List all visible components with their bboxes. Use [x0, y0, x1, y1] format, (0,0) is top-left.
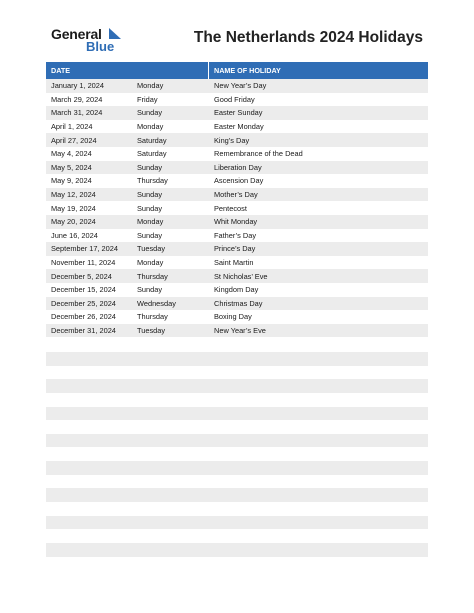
table-row: [46, 229, 428, 243]
table-row: [46, 120, 428, 134]
empty-row: [46, 516, 428, 530]
day-cell: Wednesday: [137, 298, 176, 308]
table-row: [46, 310, 428, 324]
day-cell: Sunday: [137, 203, 163, 213]
table-row: [46, 93, 428, 107]
table-row: [46, 174, 428, 188]
table-row: [46, 201, 428, 215]
date-cell: March 31, 2024: [51, 108, 103, 118]
empty-row: [46, 407, 428, 421]
holiday-name-cell: Remembrance of the Dead: [214, 149, 303, 159]
empty-rows: [46, 352, 428, 570]
day-cell: Sunday: [137, 108, 163, 118]
holiday-table: [46, 62, 428, 337]
empty-row: [46, 461, 428, 475]
empty-row: [46, 379, 428, 393]
table-header: [46, 62, 428, 79]
holiday-name-cell: Prince’s Day: [214, 244, 256, 254]
table-row: [46, 269, 428, 283]
day-cell: Saturday: [137, 149, 167, 159]
date-cell: December 5, 2024: [51, 271, 112, 281]
date-cell: December 26, 2024: [51, 312, 116, 322]
day-cell: Saturday: [137, 135, 167, 145]
holiday-name-cell: Easter Sunday: [214, 108, 263, 118]
date-cell: May 5, 2024: [51, 162, 92, 172]
holiday-name-cell: Saint Martin: [214, 258, 254, 268]
date-cell: June 16, 2024: [51, 230, 98, 240]
holiday-name-cell: Kingdom Day: [214, 285, 259, 295]
table-row: [46, 297, 428, 311]
holiday-name-cell: New Year’s Eve: [214, 325, 266, 335]
day-cell: Tuesday: [137, 325, 166, 335]
date-cell: September 17, 2024: [51, 244, 118, 254]
table-row: [46, 242, 428, 256]
table-row: [46, 188, 428, 202]
holiday-name-cell: Mother’s Day: [214, 190, 258, 200]
logo-triangle-icon: [109, 28, 121, 39]
day-cell: Monday: [137, 81, 164, 91]
day-cell: Tuesday: [137, 244, 166, 254]
holiday-name-cell: Christmas Day: [214, 298, 263, 308]
date-cell: December 25, 2024: [51, 298, 116, 308]
table-row: [46, 147, 428, 161]
date-cell: November 11, 2024: [51, 258, 116, 268]
day-cell: Monday: [137, 258, 164, 268]
empty-row: [46, 488, 428, 502]
generalblue-logo: [51, 26, 121, 54]
day-cell: Sunday: [137, 230, 163, 240]
day-cell: Thursday: [137, 176, 168, 186]
holiday-name-cell: Good Friday: [214, 94, 255, 104]
holiday-name-cell: Boxing Day: [214, 312, 252, 322]
header-holiday-name: NAME OF HOLIDAY: [214, 66, 281, 75]
date-cell: January 1, 2024: [51, 81, 105, 91]
holiday-name-cell: Liberation Day: [214, 162, 262, 172]
day-cell: Thursday: [137, 312, 168, 322]
day-cell: Friday: [137, 94, 158, 104]
date-cell: December 15, 2024: [51, 285, 116, 295]
empty-row: [46, 543, 428, 557]
table-row: [46, 106, 428, 120]
day-cell: Monday: [137, 122, 164, 132]
table-row: [46, 283, 428, 297]
logo-text-general: General: [51, 26, 102, 42]
table-row: [46, 256, 428, 270]
day-cell: Sunday: [137, 162, 163, 172]
date-cell: May 20, 2024: [51, 217, 96, 227]
date-cell: April 27, 2024: [51, 135, 97, 145]
table-body: [46, 79, 428, 337]
day-cell: Thursday: [137, 271, 168, 281]
table-row: [46, 79, 428, 93]
holiday-name-cell: Pentecost: [214, 203, 247, 213]
table-row: [46, 133, 428, 147]
date-cell: May 19, 2024: [51, 203, 96, 213]
holiday-name-cell: New Year’s Day: [214, 81, 267, 91]
date-cell: March 29, 2024: [51, 94, 103, 104]
holiday-name-cell: King’s Day: [214, 135, 250, 145]
holiday-name-cell: Easter Monday: [214, 122, 264, 132]
table-row: [46, 161, 428, 175]
logo-text-blue: Blue: [86, 39, 115, 54]
date-cell: May 4, 2024: [51, 149, 92, 159]
date-cell: April 1, 2024: [51, 122, 93, 132]
date-cell: December 31, 2024: [51, 325, 116, 335]
day-cell: Monday: [137, 217, 164, 227]
empty-row: [46, 434, 428, 448]
table-row: [46, 324, 428, 338]
holiday-name-cell: Ascension Day: [214, 176, 264, 186]
date-cell: May 12, 2024: [51, 190, 96, 200]
day-cell: Sunday: [137, 285, 163, 295]
header-date: DATE: [46, 62, 209, 79]
holiday-name-cell: St Nicholas’ Eve: [214, 271, 268, 281]
holiday-name-cell: Whit Monday: [214, 217, 258, 227]
page-title: The Netherlands 2024 Holidays: [193, 29, 423, 46]
empty-row: [46, 352, 428, 366]
holiday-name-cell: Father’s Day: [214, 230, 257, 240]
day-cell: Sunday: [137, 190, 163, 200]
date-cell: May 9, 2024: [51, 176, 92, 186]
table-row: [46, 215, 428, 229]
